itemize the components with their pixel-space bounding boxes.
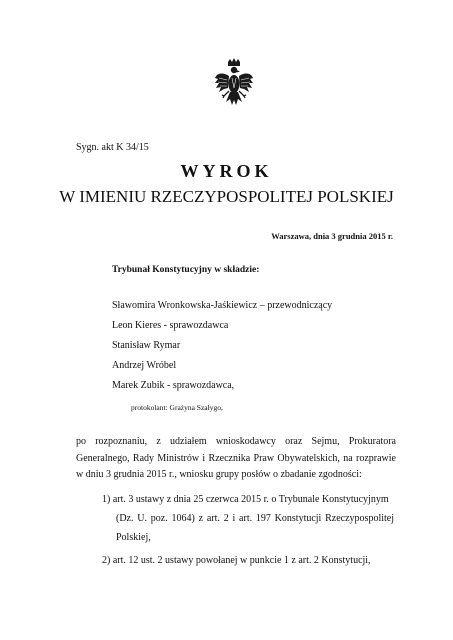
tribunal-member: Sławomira Wronkowska-Jaśkiewicz – przewodniczący	[112, 300, 333, 311]
tribunal-member: Leon Kieres - sprawozdawca	[112, 320, 229, 331]
judgment-subtitle: W IMIENIU RZECZYPOSPOLITEJ POLSKIEJ	[59, 187, 394, 206]
tribunal-member: Stanisław Rymar	[112, 340, 181, 351]
protocol-clerk: protokolant: Grażyna Szałygo,	[131, 403, 223, 412]
case-signature: Sygn. akt K 34/15	[76, 142, 149, 153]
judgment-title: WYROK	[180, 161, 273, 181]
list-item	[102, 490, 394, 547]
list-item: 2) art. 12 ust. 2 ustawy powołanej w punkcie 1 z art. 2 Konstytucji,	[102, 555, 371, 566]
polish-eagle-emblem-icon	[214, 58, 254, 112]
tribunal-member: Marek Zubik - sprawozdawca,	[112, 380, 235, 391]
list-item-continuation: (Dz. U. poz. 1064) z art. 2 i art. 197 Konstytucji Rzeczypospolitej Polskiej,	[116, 513, 394, 543]
tribunal-member: Andrzej Wróbel	[112, 360, 177, 371]
intro-paragraph: po rozpoznaniu, z udziałem wnioskodawcy oraz Sejmu, Prokuratora Generalnego, Rady Ministrów i Rzecznika Praw Obywatelskich, na rozprawie w dniu 3 grudnia 2015 r., wniosku grupy posłów o zbadanie zgodności:	[76, 436, 396, 480]
tribunal-heading: Trybunał Konstytucyjny w składzie:	[112, 265, 260, 275]
list-item-first-line: 1) art. 3 ustawy z dnia 25 czerwca 2015 r. o Trybunale Konstytucyjnym	[102, 494, 389, 505]
date-line: Warszawa, dnia 3 grudnia 2015 r.	[271, 231, 393, 241]
